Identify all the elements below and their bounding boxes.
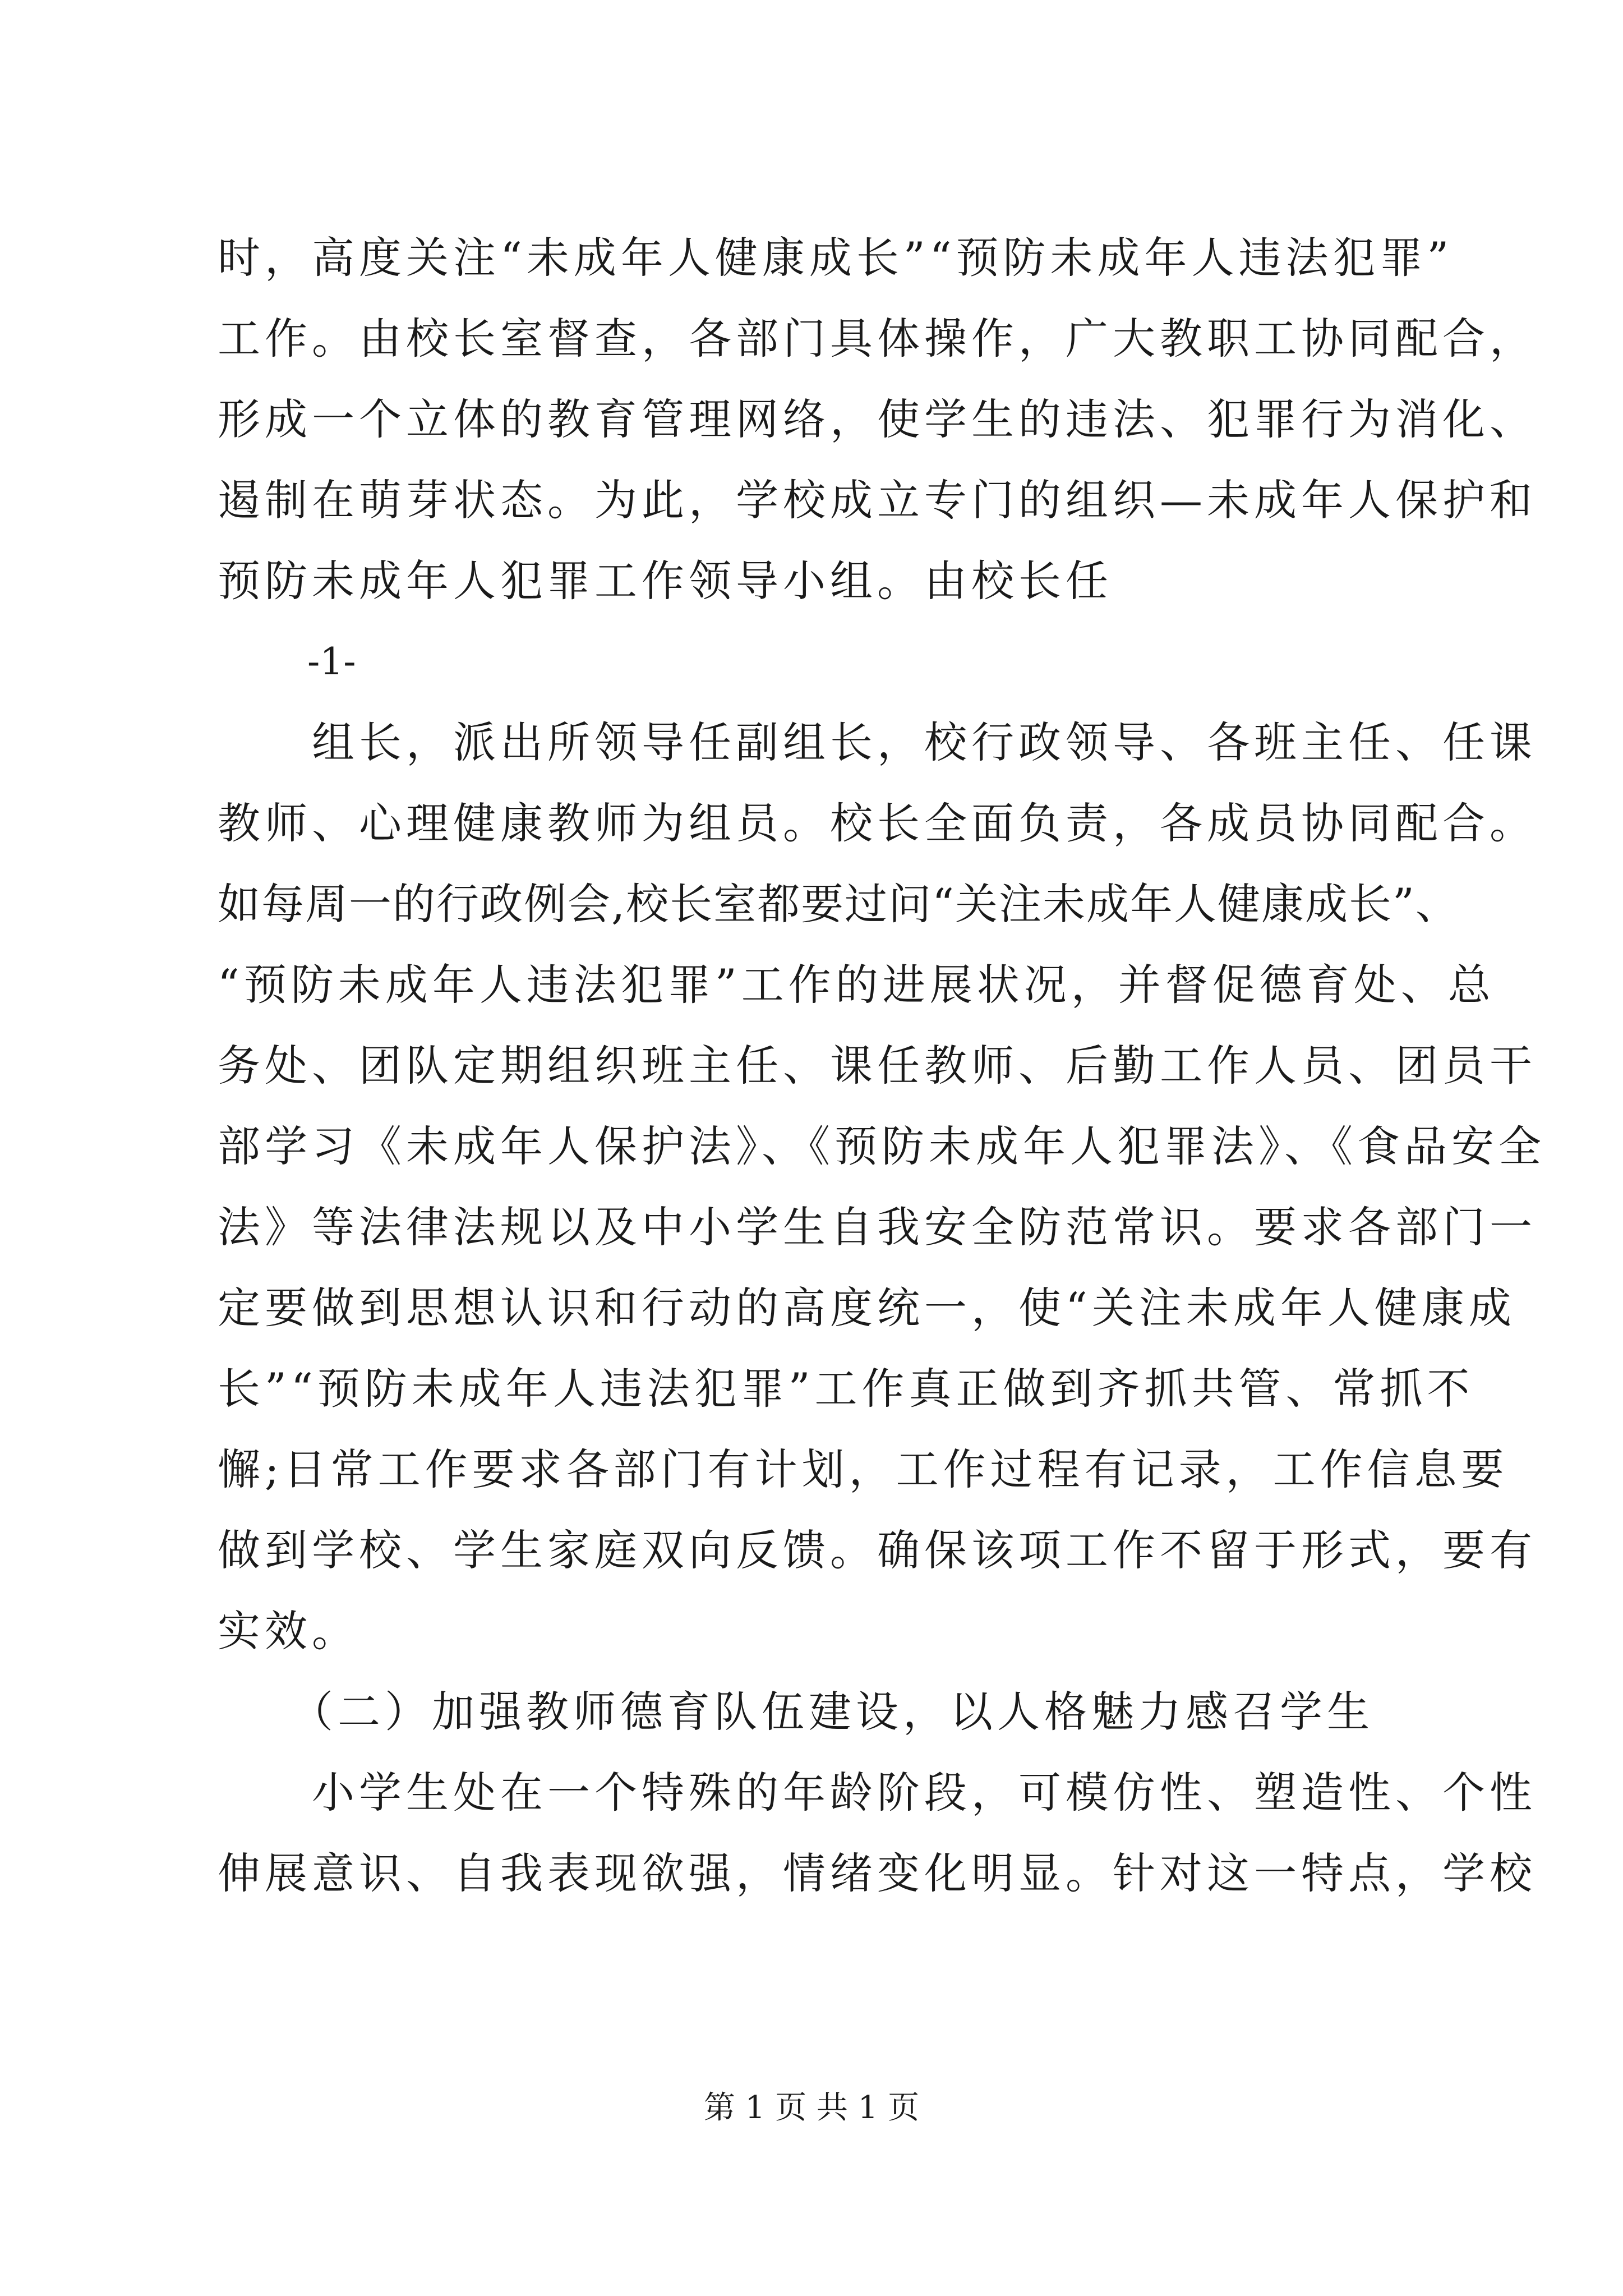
text-line: 法》等法律法规以及中小学生自我安全防范常识。要求各部门一 [218,1202,1537,1252]
inline-page-number: -1- [307,640,356,683]
text-line: 定要做到思想认识和行动的高度统一，使“关注未成年人健康成 [218,1283,1516,1333]
text-line: 做到学校、学生家庭双向反馈。确保该项工作不留于形式，要有 [218,1525,1537,1575]
page-footer: 第 1 页 共 1 页 [703,2090,920,2126]
text-line: 工作。由校长室督查，各部门具体操作，广大教职工协同配合， [218,314,1537,364]
section-heading: （二）加强教师德育队伍建设，以人格魅力感召学生 [218,1687,1374,1737]
text-line: 懈;日常工作要求各部门有计划，工作过程有记录，工作信息要 [218,1444,1509,1494]
text-line: 务处、团队定期组织班主任、课任教师、后勤工作人员、团员干 [218,1041,1537,1091]
text-line: 小学生处在一个特殊的年龄阶段，可模仿性、塑造性、个性 [218,1768,1537,1818]
text-line: 实效。 [218,1606,359,1656]
text-line: 预防未成年人犯罪工作领导小组。由校长任 [218,556,1113,606]
document-body [218,218,1546,1914]
text-line: 部学习《未成年人保护法》、《预防未成年人犯罪法》、《食品安全 [218,1121,1546,1171]
text-line: 组长，派出所领导任副组长，校行政领导、各班主任、任课 [218,717,1537,767]
text-line: 长”“预防未成年人违法犯罪”工作真正做到齐抓共管、常抓不 [218,1364,1474,1414]
text-line: “预防未成年人违法犯罪”工作的进展状况，并督促德育处、总 [218,960,1495,1010]
text-line: 如每周一的行政例会,校长室都要过问“关注未成年人健康成长”、 [218,879,1459,929]
text-line: 遏制在萌芽状态。为此，学校成立专门的组织—未成年人保护和 [218,475,1537,525]
text-line: 教师、心理健康教师为组员。校长全面负责，各成员协同配合。 [218,798,1537,848]
text-line: 伸展意识、自我表现欲强，情绪变化明显。针对这一特点，学校 [218,1848,1537,1898]
text-line: 时，高度关注“未成年人健康成长”“预防未成年人违法犯罪” [218,233,1454,283]
text-line: 形成一个立体的教育管理网络，使学生的违法、犯罪行为消化、 [218,394,1537,444]
